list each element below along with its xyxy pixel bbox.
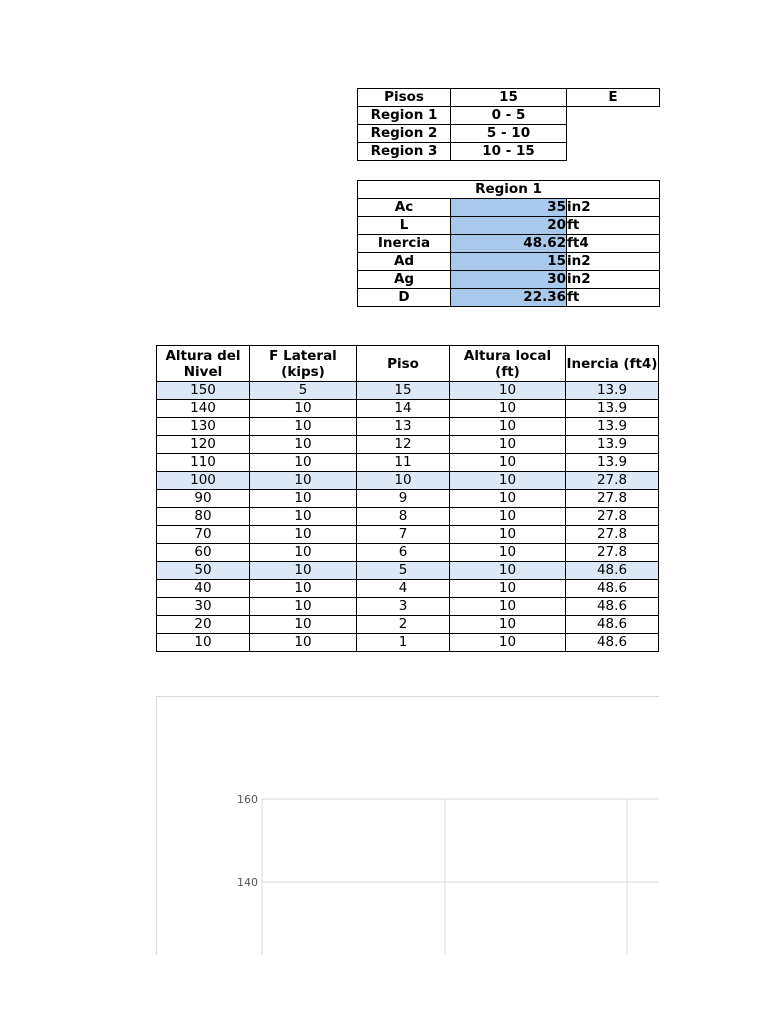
region3-label[interactable]: Region 3 <box>358 143 451 161</box>
table-cell[interactable]: 10 <box>357 472 450 490</box>
table-cell[interactable]: 150 <box>157 382 250 400</box>
region1-param-row <box>358 271 660 289</box>
param-label[interactable]: Ac <box>358 199 451 217</box>
region1-range[interactable]: 0 - 5 <box>451 107 567 125</box>
table-cell[interactable]: 10 <box>450 598 566 616</box>
table-cell[interactable]: 10 <box>450 418 566 436</box>
table-cell[interactable]: 2 <box>357 616 450 634</box>
table-cell[interactable]: 10 <box>250 562 357 580</box>
table-cell[interactable]: 14 <box>357 400 450 418</box>
table-row <box>157 616 659 634</box>
column-header[interactable]: Altura del Nivel <box>157 346 250 382</box>
table-cell[interactable]: 11 <box>357 454 450 472</box>
param-unit[interactable]: ft4 <box>567 235 660 253</box>
table-row <box>157 472 659 490</box>
param-unit[interactable]: in2 <box>567 199 660 217</box>
param-value[interactable]: 15 <box>451 253 567 271</box>
table-row <box>157 400 659 418</box>
table-cell[interactable]: 48.6 <box>566 562 659 580</box>
table-cell[interactable]: 48.6 <box>566 598 659 616</box>
param-label[interactable]: D <box>358 289 451 307</box>
table-cell[interactable]: 10 <box>250 472 357 490</box>
table-row <box>157 508 659 526</box>
table-row <box>157 436 659 454</box>
y-tick-label: 160 <box>237 793 258 806</box>
table-cell[interactable]: 10 <box>250 436 357 454</box>
region1-param-row <box>358 235 660 253</box>
table-cell[interactable]: 10 <box>250 508 357 526</box>
table-cell[interactable]: 90 <box>157 490 250 508</box>
table-cell[interactable]: 10 <box>250 418 357 436</box>
region2-label[interactable]: Region 2 <box>358 125 451 143</box>
region1-param-row <box>358 289 660 307</box>
table-cell[interactable]: 13.9 <box>566 454 659 472</box>
param-label[interactable]: L <box>358 217 451 235</box>
table-cell[interactable]: 10 <box>250 544 357 562</box>
table-cell[interactable]: 10 <box>250 454 357 472</box>
empty-cell <box>567 143 660 161</box>
table-cell[interactable]: 13 <box>357 418 450 436</box>
table-cell[interactable]: 10 <box>450 616 566 634</box>
levels-table <box>156 345 659 652</box>
table-cell[interactable]: 10 <box>450 382 566 400</box>
table-cell[interactable]: 10 <box>450 526 566 544</box>
table-cell[interactable]: 27.8 <box>566 526 659 544</box>
table-cell[interactable]: 48.6 <box>566 634 659 652</box>
param-value[interactable]: 35 <box>451 199 567 217</box>
table-cell[interactable]: 10 <box>450 580 566 598</box>
table-cell[interactable]: 10 <box>250 616 357 634</box>
table-cell[interactable]: 5 <box>250 382 357 400</box>
table-cell[interactable]: 6 <box>357 544 450 562</box>
param-unit[interactable]: in2 <box>567 271 660 289</box>
table-cell[interactable]: 100 <box>157 472 250 490</box>
table-row <box>157 562 659 580</box>
table-cell[interactable]: 10 <box>250 400 357 418</box>
table-row <box>157 634 659 652</box>
param-value[interactable]: 22.36 <box>451 289 567 307</box>
table-cell[interactable]: 48.6 <box>566 616 659 634</box>
table-cell[interactable]: 10 <box>450 436 566 454</box>
table-cell[interactable]: 10 <box>250 490 357 508</box>
table-row <box>157 598 659 616</box>
param-value[interactable]: 20 <box>451 217 567 235</box>
table-cell[interactable]: 13.9 <box>566 400 659 418</box>
table-row <box>157 544 659 562</box>
pisos-value[interactable]: 15 <box>451 89 567 107</box>
table-cell[interactable]: 80 <box>157 508 250 526</box>
empty-cell <box>567 125 660 143</box>
table-cell[interactable]: 12 <box>357 436 450 454</box>
levels-header-row <box>157 346 659 382</box>
table-cell[interactable]: 70 <box>157 526 250 544</box>
table-cell[interactable]: 10 <box>450 544 566 562</box>
table-cell[interactable]: 13.9 <box>566 418 659 436</box>
region1-param-row <box>358 253 660 271</box>
empty-cell <box>567 107 660 125</box>
region1-table <box>357 180 660 307</box>
param-label[interactable]: Ag <box>358 271 451 289</box>
region1-title-row <box>358 181 660 199</box>
param-label[interactable]: Inercia <box>358 235 451 253</box>
table-cell[interactable]: 27.8 <box>566 544 659 562</box>
column-header[interactable]: Inercia (ft4) <box>566 346 659 382</box>
param-value[interactable]: 30 <box>451 271 567 289</box>
table-cell[interactable]: 30 <box>157 598 250 616</box>
table-cell[interactable]: 110 <box>157 454 250 472</box>
pisos-row <box>358 89 660 107</box>
param-unit[interactable]: ft <box>567 289 660 307</box>
region1-param-row <box>358 217 660 235</box>
table-cell[interactable]: 1 <box>357 634 450 652</box>
table-cell[interactable]: 10 <box>250 580 357 598</box>
region2-range-row <box>358 125 660 143</box>
table-cell[interactable]: 120 <box>157 436 250 454</box>
table-cell[interactable]: 60 <box>157 544 250 562</box>
region1-title[interactable]: Region 1 <box>358 181 660 199</box>
region2-range[interactable]: 5 - 10 <box>451 125 567 143</box>
table-cell[interactable]: 10 <box>450 400 566 418</box>
table-cell[interactable]: 7 <box>357 526 450 544</box>
table-cell[interactable]: 10 <box>450 634 566 652</box>
y-tick-label: 140 <box>237 876 258 889</box>
table-row <box>157 526 659 544</box>
table-cell[interactable]: 8 <box>357 508 450 526</box>
table-cell[interactable]: 27.8 <box>566 508 659 526</box>
region1-param-row <box>358 199 660 217</box>
table-cell[interactable]: 10 <box>450 562 566 580</box>
region3-range[interactable]: 10 - 15 <box>451 143 567 161</box>
table-cell[interactable]: 10 <box>450 454 566 472</box>
table-row <box>157 490 659 508</box>
table-cell[interactable]: 10 <box>250 634 357 652</box>
table-cell[interactable]: 130 <box>157 418 250 436</box>
table-row <box>157 418 659 436</box>
table-cell[interactable]: 20 <box>157 616 250 634</box>
column-header[interactable]: F Lateral (kips) <box>250 346 357 382</box>
table-cell[interactable]: 3 <box>357 598 450 616</box>
region3-range-row <box>358 143 660 161</box>
table-row <box>157 382 659 400</box>
table-cell[interactable]: 13.9 <box>566 382 659 400</box>
column-header[interactable]: Piso <box>357 346 450 382</box>
table-cell[interactable]: 10 <box>250 598 357 616</box>
param-label[interactable]: Ad <box>358 253 451 271</box>
table-cell[interactable]: 27.8 <box>566 490 659 508</box>
table-cell[interactable]: 50 <box>157 562 250 580</box>
chart-svg <box>157 697 659 955</box>
pisos-table <box>357 88 660 161</box>
table-cell[interactable]: 13.9 <box>566 436 659 454</box>
table-row <box>157 580 659 598</box>
region1-label[interactable]: Region 1 <box>358 107 451 125</box>
table-cell[interactable]: 140 <box>157 400 250 418</box>
column-header[interactable]: Altura local (ft) <box>450 346 566 382</box>
table-cell[interactable]: 5 <box>357 562 450 580</box>
table-cell[interactable]: 10 <box>157 634 250 652</box>
pisos-label[interactable]: Pisos <box>358 89 451 107</box>
pisos-extra[interactable]: E <box>567 89 660 107</box>
table-cell[interactable]: 4 <box>357 580 450 598</box>
table-cell[interactable]: 9 <box>357 490 450 508</box>
param-unit[interactable]: ft <box>567 217 660 235</box>
table-cell[interactable]: 10 <box>450 508 566 526</box>
param-value[interactable]: 48.62 <box>451 235 567 253</box>
table-cell[interactable]: 48.6 <box>566 580 659 598</box>
table-cell[interactable]: 10 <box>250 526 357 544</box>
table-row <box>157 454 659 472</box>
table-cell[interactable]: 27.8 <box>566 472 659 490</box>
chart-area[interactable] <box>156 696 659 955</box>
table-cell[interactable]: 40 <box>157 580 250 598</box>
param-unit[interactable]: in2 <box>567 253 660 271</box>
region1-range-row <box>358 107 660 125</box>
table-cell[interactable]: 10 <box>450 490 566 508</box>
table-cell[interactable]: 10 <box>450 472 566 490</box>
table-cell[interactable]: 15 <box>357 382 450 400</box>
